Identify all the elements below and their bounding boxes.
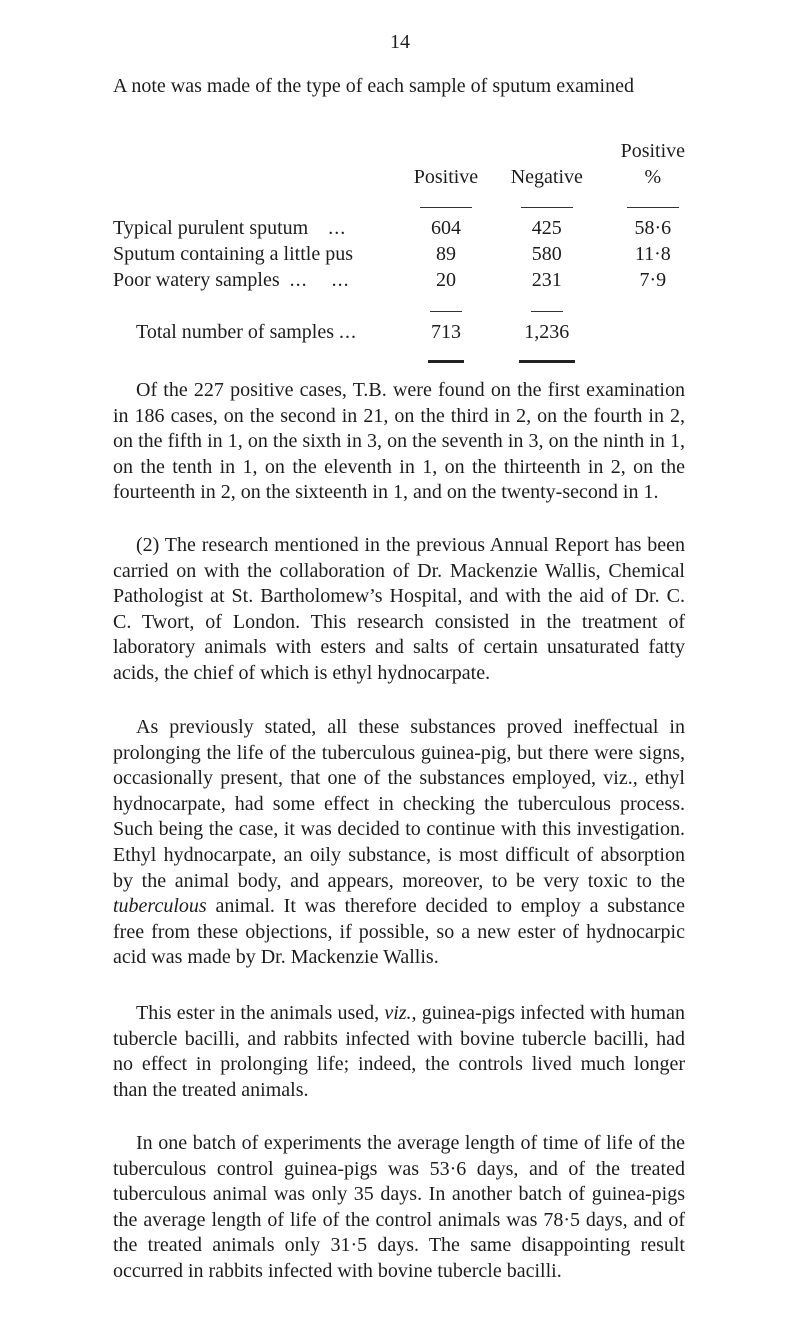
total-rule [428, 360, 464, 363]
total-negative: 1,236 [524, 320, 570, 343]
table-row [113, 216, 703, 242]
paragraph-ineffectual: As previously stated, all these substances proved ineffectual in prolonging the life of the tuberculous guinea-pig, but there were signs, occasionally present, that one of the substances employed, viz., ethyl hydnocarpate, had some effect in checking the tuberculous process. Such being the case, it was decided to continue with this investigation. Ethyl hydnocarpate, an oily substance, is most difficult of absorption by the animal body, and appears, moreover, to be very toxic to the tuberculous animal. It was therefore decided to employ a substance free from these objections, if possible, so a new ester of hydnocarpic acid was made by Dr. Mackenzie Wallis. [113, 716, 685, 969]
table-row [113, 242, 703, 268]
leader-dots: ... ... [289, 269, 350, 291]
header-positive-percent [603, 138, 703, 190]
sputum-table [113, 138, 703, 371]
paragraph-first-examination: Of the 227 positive cases, T.B. were found on the first examination in 186 cases, on the second in 21, on the third in 2, on the fourth in 2, on the fifth in 1, on the sixth in 3, on the seventh in 3, on the ninth in 1, on the tenth in 1, on the eleventh in 1, on the thirteenth in 2, on the fourteenth in 2, on the sixteenth in 1, and on the twenty-second in 1. [113, 379, 685, 504]
header-positive-percent-line2: % [644, 166, 662, 188]
row-negative: 231 [531, 269, 562, 291]
paragraph-research: (2) The research mentioned in the previous Annual Report has been carried on with the collaboration of Dr. Mackenzie Wallis, Chemical Pathologist at St. Bartholomew’s Hospital, and with the aid of Dr. C. C. Twort, of London. This research consisted in the treatment of laboratory animals with esters and salts of certain unsaturated fatty acids, the chief of which is ethyl hydnocarpate. [113, 534, 685, 684]
row-positive: 604 [430, 217, 461, 239]
row-percent: 7·9 [639, 269, 667, 291]
row-label: Sputum containing a little pus [113, 243, 353, 265]
subtotal-rule [430, 311, 462, 312]
total-rule [519, 360, 575, 363]
header-positive: Positive [413, 166, 479, 188]
header-positive-percent-line1: Positive [620, 140, 686, 162]
table-row [113, 268, 703, 294]
row-percent: 11·8 [634, 243, 671, 265]
intro-text: A note was made of the type of each sample of sputum examined [113, 75, 634, 97]
paragraph-experiments: In one batch of experiments the average length of time of life of the tuberculous control guinea-pigs was 53·6 days, and of the treated tuberculous animal was only 35 days. In another batch of guinea-pigs the average length of life of the control animals was 78·5 days, and of the treated animals only 31·5 days. The same disappointing result occurred in rabbits infected with bovine tubercle bacilli. [113, 1132, 685, 1282]
header-negative: Negative [510, 166, 583, 188]
row-negative: 580 [531, 243, 562, 265]
row-label: Poor watery samples [113, 269, 280, 291]
header-rule [521, 207, 573, 208]
subtotal-rule [531, 311, 563, 312]
table-header-row [113, 138, 703, 190]
row-percent: 58·6 [634, 217, 672, 239]
page-number: 14 [390, 31, 410, 53]
row-negative: 425 [531, 217, 562, 239]
leader-dots: ... [328, 217, 347, 239]
paragraph-new-ester: This ester in the animals used, viz., guinea-pigs infected with human tubercle bacilli, and rabbits infected with bovine tubercle bacilli, had no effect in prolonging life; indeed, the controls lived much longer than the treated animals. [113, 1002, 685, 1101]
table-total-row [113, 319, 703, 345]
header-rule [420, 207, 472, 208]
total-positive: 713 [430, 320, 461, 343]
row-label: Typical purulent sputum [113, 217, 309, 239]
header-rule [627, 207, 679, 208]
row-positive: 20 [435, 269, 456, 291]
row-positive: 89 [435, 243, 456, 265]
total-label: Total number of samples [136, 320, 334, 343]
leader-dots: ... [339, 320, 357, 343]
